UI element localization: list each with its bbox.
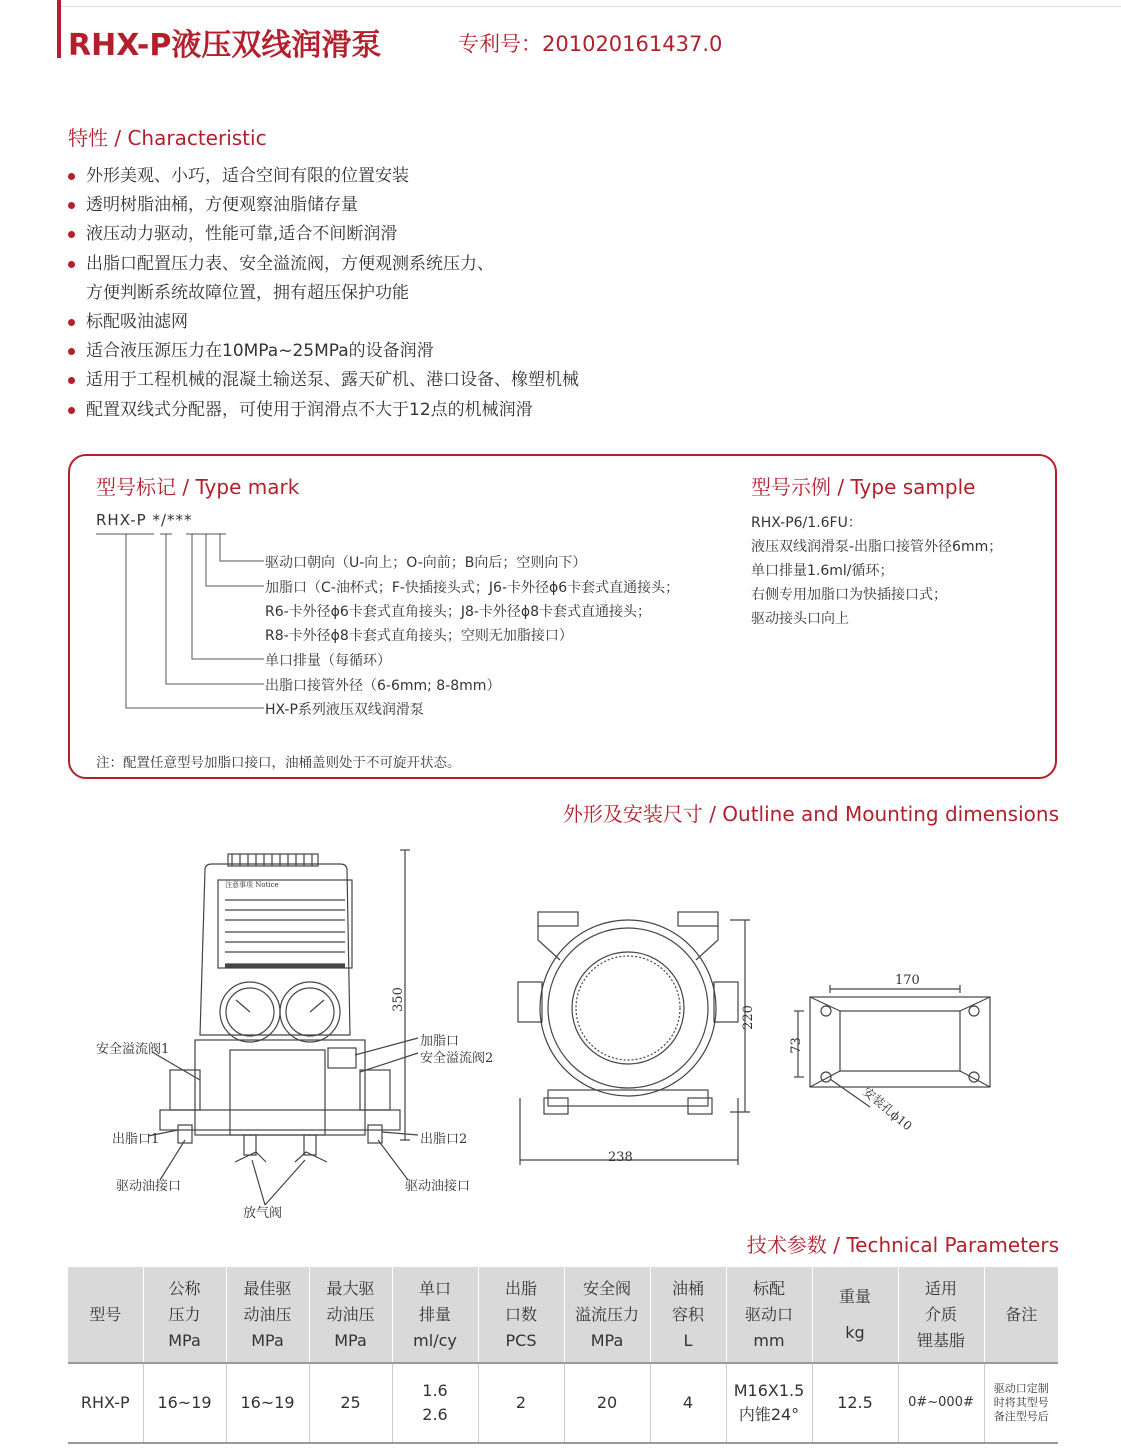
header-cell: 最大驱 动油压 MPa <box>309 1267 392 1363</box>
label-outlet-2: 出脂口2 <box>420 1132 468 1147</box>
type-sample-line: 液压双线润滑泵-出脂口接管外径6mm； <box>751 539 1003 555</box>
list-item: 标配吸油滤网 <box>68 308 579 337</box>
header-cell: 出脂 口数 PCS <box>478 1267 564 1363</box>
list-item-continued: 方便判断系统故障位置，拥有超压保护功能 <box>86 282 409 303</box>
type-sample-line: RHX-P6/1.6FU： <box>751 515 862 531</box>
type-mark-line: R8-卡外径ϕ8卡套式直角接头；空则无加脂接口） <box>265 628 573 644</box>
outline-title: 外形及安装尺寸 / Outline and Mounting dimensions <box>562 802 1059 826</box>
list-item: 出脂口配置压力表、安全溢流阀，方便观测系统压力、 <box>68 250 579 279</box>
header-cell: 公称 压力 MPa <box>143 1267 226 1363</box>
list-item: 适合液压源压力在10MPa~25MPa的设备润滑 <box>68 337 579 366</box>
type-mark-line: 加脂口（C-油杯式；F-快插接头式；J6-卡外径ϕ6卡套式直通接头； <box>265 580 680 596</box>
list-item: 配置双线式分配器，可使用于润滑点不大于12点的机械润滑 <box>68 396 579 425</box>
header-accent-bar <box>57 0 61 58</box>
cell-relief-pressure: 20 <box>564 1363 650 1443</box>
dimension-73: 73 <box>788 1037 804 1054</box>
type-mark-leader-lines <box>96 528 266 718</box>
dimension-height: 350 <box>390 987 406 1012</box>
list-item: 透明树脂油桶，方便观察油脂储存量 <box>68 191 579 220</box>
dimension-170: 170 <box>895 973 920 988</box>
label-drive-port-left: 驱动油接口 <box>116 1179 182 1194</box>
characteristic-title: 特性 / Characteristic <box>68 126 267 150</box>
type-sample-line: 单口排量1.6ml/循环； <box>751 563 894 579</box>
cell-remark: 驱动口定制 时将其型号 备注型号后 <box>984 1363 1058 1443</box>
type-mark-title: 型号标记 / Type mark <box>96 475 300 499</box>
type-mark-line: 驱动口朝向（U-向上；O-向前；B向后；空则向下） <box>265 555 587 571</box>
tech-params-table <box>68 1267 1058 1444</box>
header-cell: 油桶 容积 L <box>650 1267 726 1363</box>
header-cell: 型号 <box>68 1267 143 1363</box>
label-outlet-1: 出脂口1 <box>112 1132 160 1147</box>
table-header-row <box>68 1267 1058 1363</box>
characteristic-list <box>68 162 579 425</box>
list-item: 适用于工程机械的混凝土输送泵、露天矿机、港口设备、橡塑机械 <box>68 366 579 395</box>
type-sample-line: 右侧专用加脂口为快插接口式； <box>751 587 947 603</box>
header-divider <box>57 6 1121 7</box>
pump-top-view-drawing <box>510 900 770 1170</box>
cell-outlets: 2 <box>478 1363 564 1443</box>
type-mark-line: R6-卡外径ϕ6卡套式直角接头；J8-卡外径ϕ8卡套式直通接头； <box>265 604 652 620</box>
label-vent-valve: 放气阀 <box>243 1206 283 1221</box>
header-cell: 安全阀 溢流压力 MPa <box>564 1267 650 1363</box>
table-row <box>68 1363 1058 1443</box>
cell-weight: 12.5 <box>812 1363 898 1443</box>
cell-nominal-pressure: 16~19 <box>143 1363 226 1443</box>
list-item: 外形美观、小巧，适合空间有限的位置安装 <box>68 162 579 191</box>
dimension-238: 238 <box>608 1150 633 1165</box>
type-mark-note: 注：配置任意型号加脂口接口，油桶盖则处于不可旋开状态。 <box>96 755 461 771</box>
label-drive-port-right: 驱动油接口 <box>405 1179 471 1194</box>
cell-volume: 4 <box>650 1363 726 1443</box>
tech-params-title: 技术参数 / Technical Parameters <box>746 1233 1059 1257</box>
type-mark-line: 出脂口接管外径（6-6mm; 8-8mm） <box>265 678 501 694</box>
dimension-220: 220 <box>740 1005 756 1030</box>
header-cell: 重量 kg <box>812 1267 898 1363</box>
cell-medium: 0#~000# <box>898 1363 984 1443</box>
cell-displacement: 1.6 2.6 <box>392 1363 478 1443</box>
mounting-base-drawing <box>790 975 1010 1115</box>
list-item: 液压动力驱动，性能可靠,适合不间断润滑 <box>68 220 579 249</box>
label-safety-valve-2: 安全溢流阀2 <box>420 1051 494 1066</box>
type-code: RHX-P */*** <box>96 511 193 529</box>
cell-best-drive-pressure: 16~19 <box>226 1363 309 1443</box>
header-cell: 单口 排量 ml/cy <box>392 1267 478 1363</box>
label-fill-port: 加脂口 <box>420 1034 460 1049</box>
mount-hole-label: 安装孔ϕ10 <box>860 1084 915 1134</box>
patent-number: 专利号：201020161437.0 <box>458 32 723 56</box>
cell-drive-port: M16X1.5 内锥24° <box>726 1363 812 1443</box>
type-mark-line: 单口排量（每循环） <box>265 653 391 669</box>
type-sample-line: 驱动接头口向上 <box>751 611 849 627</box>
header-cell: 备注 <box>984 1267 1058 1363</box>
type-mark-line: HX-P系列液压双线润滑泵 <box>265 702 424 718</box>
header-cell: 标配 驱动口 mm <box>726 1267 812 1363</box>
notice-label: 注意事项 Notice <box>225 881 279 889</box>
header-cell: 最佳驱 动油压 MPa <box>226 1267 309 1363</box>
cell-model: RHX-P <box>68 1363 143 1443</box>
header-cell: 适用 介质 锂基脂 <box>898 1267 984 1363</box>
label-safety-valve-1: 安全溢流阀1 <box>96 1042 170 1057</box>
cell-max-drive-pressure: 25 <box>309 1363 392 1443</box>
page-title: RHX-P液压双线润滑泵 <box>68 28 382 63</box>
type-sample-title: 型号示例 / Type sample <box>751 475 976 499</box>
